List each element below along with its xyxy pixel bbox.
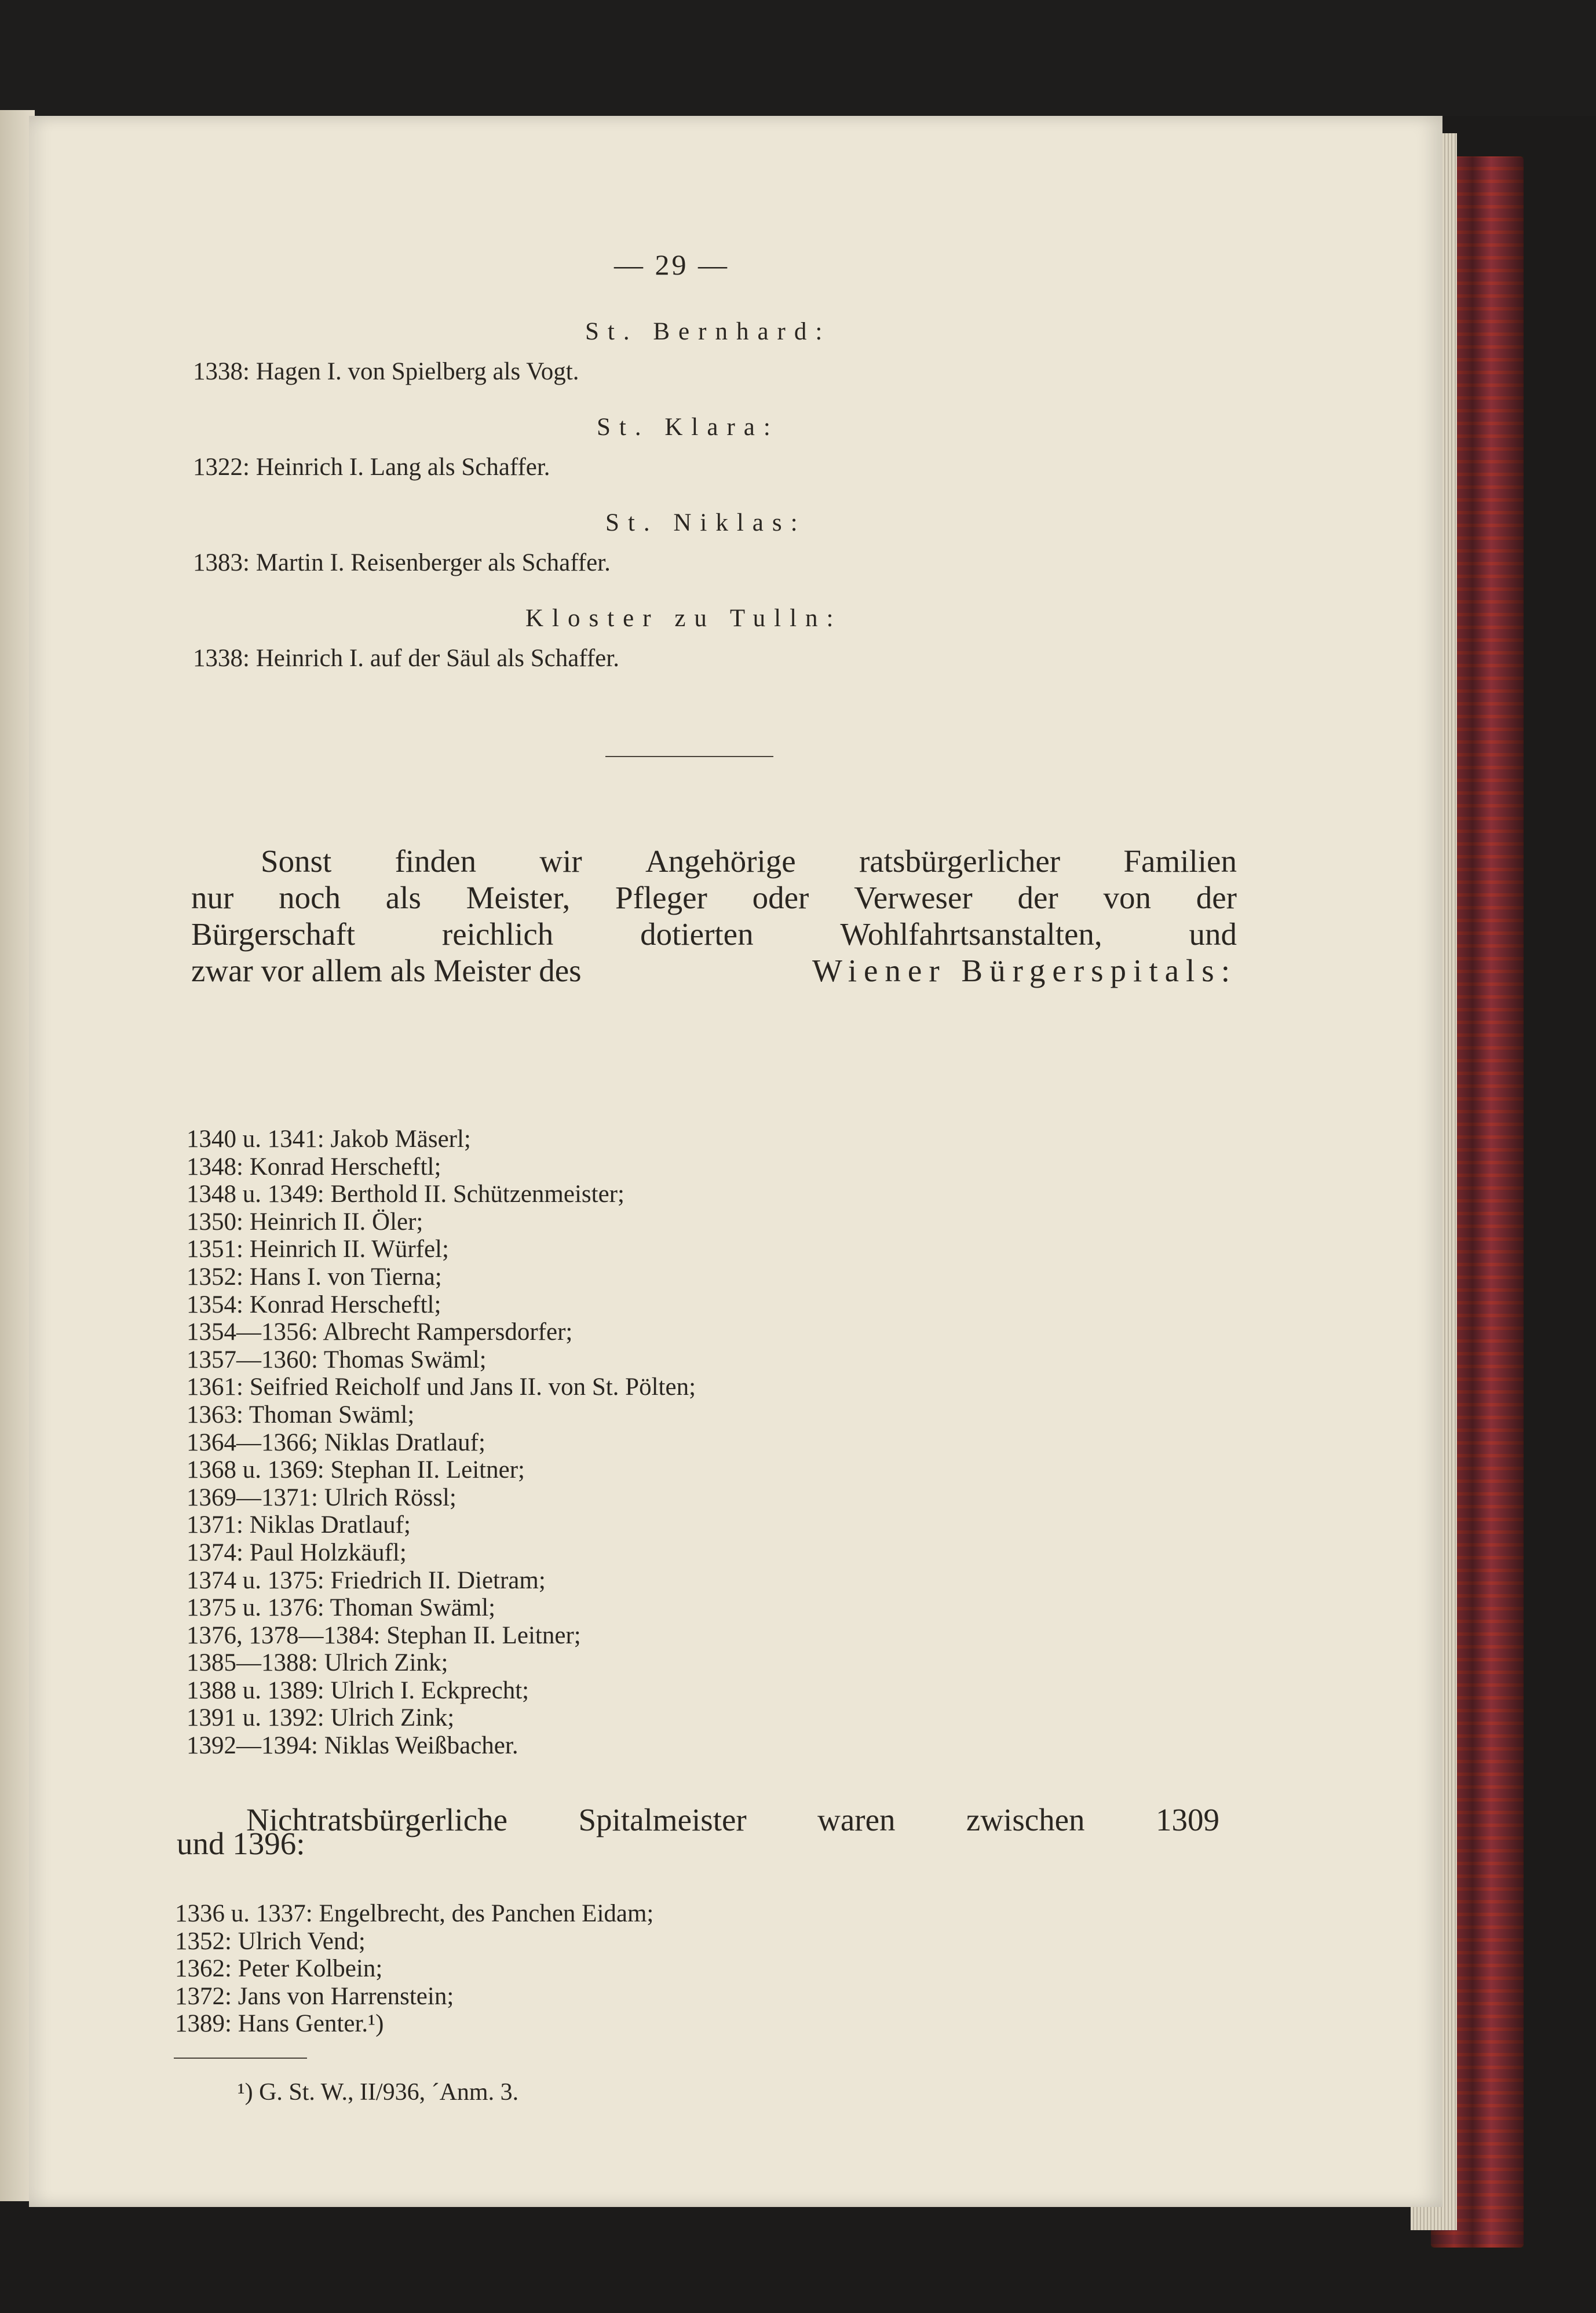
word: ratsbürgerlicher — [859, 843, 1061, 879]
list-item: 1375 u. 1376: Thoman Swäml; — [187, 1594, 496, 1622]
word: Wohlfahrtsanstalten, — [840, 916, 1102, 952]
section-entry-klara: 1322: Heinrich I. Lang als Schaffer. — [193, 454, 550, 481]
list-item: 1354: Konrad Herscheftl; — [187, 1291, 441, 1318]
paragraph-intro — [191, 843, 1237, 989]
list-item: 1385—1388: Ulrich Zink; — [187, 1649, 448, 1677]
list-item: 1368 u. 1369: Stephan II. Leitner; — [187, 1456, 525, 1484]
word: Sonst — [261, 843, 332, 879]
word: Spitalmeister — [578, 1802, 747, 1837]
section-heading-klara: St. Klara: — [597, 414, 779, 441]
word: Verweser — [854, 880, 973, 915]
list-item: 1376, 1378—1384: Stephan II. Leitner; — [187, 1621, 581, 1649]
word: oder — [752, 880, 809, 915]
word: reichlich — [441, 916, 554, 952]
word: nur — [191, 880, 234, 915]
page-number: — 29 — — [614, 249, 729, 281]
word: und — [1189, 916, 1237, 952]
list-item: 1352: Hans I. von Tierna; — [187, 1263, 442, 1291]
word: Meister, — [466, 880, 571, 915]
word: Pfleger — [615, 880, 707, 915]
word: wir — [539, 843, 582, 879]
list-item: 1354—1356: Albrecht Rampersdorfer; — [187, 1318, 573, 1346]
book-page — [29, 116, 1442, 2207]
word: Angehörige — [645, 843, 796, 879]
section-entry-niklas: 1383: Martin I. Reisenberger als Schaffer. — [193, 549, 611, 576]
word: noch — [279, 880, 341, 915]
word: Nichtratsbürgerliche — [246, 1802, 508, 1837]
section-divider — [605, 756, 773, 757]
word: Bürgerschaft — [191, 916, 356, 952]
paragraph-line — [191, 952, 1237, 989]
section-heading-tulln: Kloster zu Tulln: — [525, 605, 842, 632]
list-item: 1348: Konrad Herscheftl; — [187, 1153, 441, 1181]
word: 1309 — [1155, 1802, 1219, 1837]
list-item: 1374: Paul Holzkäufl; — [187, 1539, 407, 1566]
word: der — [1017, 880, 1058, 915]
list-item: 1352: Ulrich Vend; — [175, 1927, 366, 1955]
word: dotierten — [640, 916, 754, 952]
list-item: 1357—1360: Thomas Swäml; — [187, 1346, 487, 1373]
list-item: 1348 u. 1349: Berthold II. Schützenmeister; — [187, 1181, 624, 1208]
word: waren — [817, 1802, 896, 1837]
list-item: 1362: Peter Kolbein; — [175, 1955, 383, 1983]
word: als — [385, 880, 421, 915]
word: der — [1196, 880, 1237, 915]
list-item: 1363: Thoman Swäml; — [187, 1401, 415, 1428]
list-item: 1372: Jans von Harrenstein; — [175, 1982, 454, 2010]
list-item: 1374 u. 1375: Friedrich II. Dietram; — [187, 1566, 546, 1594]
paragraph-line — [191, 843, 1237, 879]
word: von — [1103, 880, 1151, 915]
word: zwischen — [966, 1802, 1085, 1837]
spaced-emphasis: Wiener Bürgerspitals: — [812, 953, 1237, 988]
list-item: 1392—1394: Niklas Weißbacher. — [187, 1732, 518, 1760]
list-item: 1369—1371: Ulrich Rössl; — [187, 1483, 456, 1511]
list-item: 1364—1366; Niklas Dratlauf; — [187, 1428, 485, 1456]
list-item: 1391 u. 1392: Ulrich Zink; — [187, 1704, 455, 1732]
list-item: 1336 u. 1337: Engelbrecht, des Panchen Eidam; — [175, 1900, 654, 1927]
footnote: ¹) G. St. W., II/936, ´Anm. 3. — [238, 2079, 519, 2106]
paragraph-line — [191, 916, 1237, 952]
spital-masters-list — [187, 1126, 696, 1760]
background — [0, 0, 1596, 116]
section-heading-bernhard: St. Bernhard: — [585, 318, 831, 345]
word: finden — [395, 843, 477, 879]
list-item: 1389: Hans Genter.¹) — [175, 2010, 384, 2038]
section-entry-tulln: 1338: Heinrich I. auf der Säul als Schaffer. — [193, 645, 619, 672]
line-text: zwar vor allem als Meister des — [191, 953, 582, 988]
paragraph-line — [191, 879, 1237, 916]
paragraph-line — [177, 1802, 1219, 1838]
list-item: 1388 u. 1389: Ulrich I. Eckprecht; — [187, 1676, 529, 1704]
footnote-rule — [174, 2058, 307, 2059]
list-item: 1371: Niklas Dratlauf; — [187, 1511, 411, 1539]
list-item: 1351: Heinrich II. Würfel; — [187, 1236, 449, 1263]
list-item: 1361: Seifried Reicholf und Jans II. von St. Pölten; — [187, 1373, 696, 1401]
word: Familien — [1123, 843, 1237, 879]
paragraph-line: und 1396: — [177, 1826, 305, 1861]
paragraph-non-council — [177, 1802, 1219, 1862]
non-council-masters-list — [175, 1900, 653, 2038]
section-heading-niklas: St. Niklas: — [605, 509, 806, 536]
list-item: 1340 u. 1341: Jakob Mäserl; — [187, 1126, 471, 1153]
section-entry-bernhard: 1338: Hagen I. von Spielberg als Vogt. — [193, 358, 579, 385]
list-item: 1350: Heinrich II. Öler; — [187, 1208, 423, 1236]
